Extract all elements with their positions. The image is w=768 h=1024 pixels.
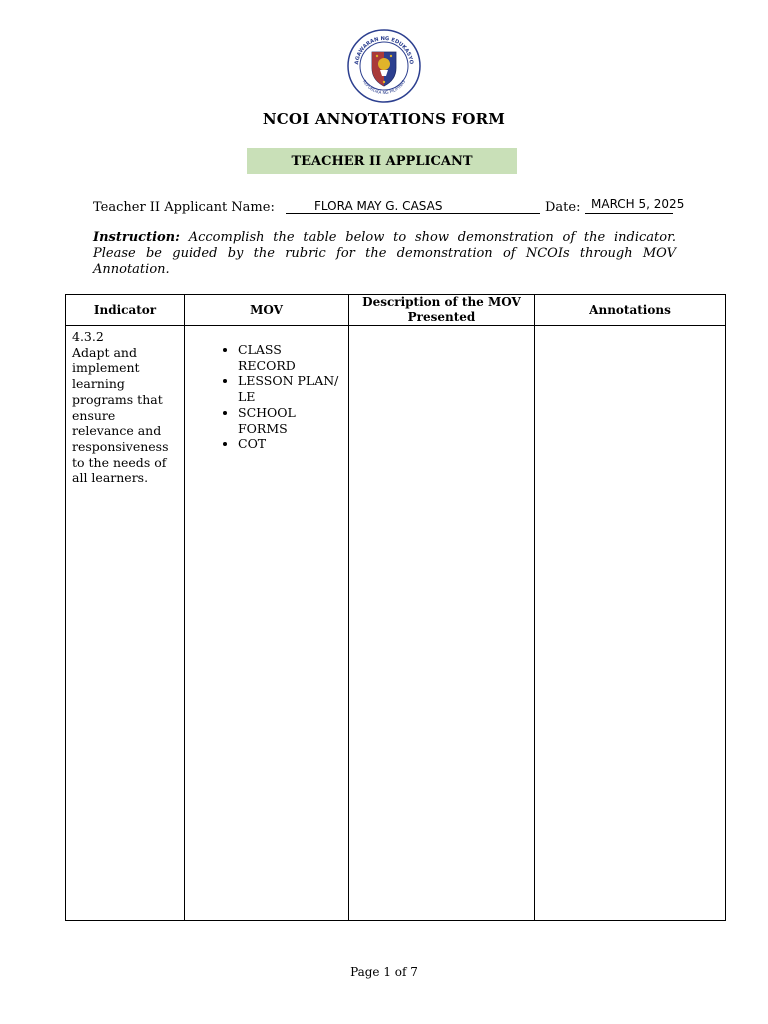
svg-text:REPUBLIKA NG PILIPINAS: REPUBLIKA NG PILIPINAS [361,78,407,96]
instruction-paragraph [93,230,676,278]
page-number: Page 1 of 7 [350,965,418,979]
instruction-lead: Instruction: [93,230,180,245]
applicant-name-underline [286,213,540,214]
mov-item: • COT [238,436,342,452]
date-label: Date: [545,200,581,215]
instruction-text: Accomplish the table below to show demonstration of the indicator. Please be guided by the rubric for the demonstration of NCOIs through MOV Annotation. [93,230,676,277]
date-underline [585,213,673,214]
deped-seal-logo [346,28,422,104]
header-mov: MOV [185,295,349,326]
annotations-cell[interactable] [535,326,726,921]
mov-list [191,342,342,452]
indicator-cell [66,326,185,921]
header-indicator: Indicator [66,295,185,326]
table-row [66,326,726,921]
applicant-type-label: TEACHER II APPLICANT [291,153,473,169]
applicant-name-label: Teacher II Applicant Name: [93,200,275,215]
header-annotations: Annotations [535,295,726,326]
indicator-text: Adapt and implement learning programs that ensure relevance and responsiveness to the needs of all learners. [72,344,169,486]
date-field[interactable]: MARCH 5, 2025 [591,197,685,211]
table-header-row [66,295,726,326]
applicant-info-line [93,198,713,218]
mov-cell [185,326,349,921]
mov-item: • SCHOOL FORMS [238,405,342,436]
header-description: Description of the MOV Presented [349,295,535,326]
mov-item: • CLASS RECORD [238,342,342,373]
applicant-type-banner [247,148,517,174]
indicator-code: 4.3.2 [72,329,104,344]
mov-item: • LESSON PLAN/ LE [238,373,342,404]
applicant-name-field[interactable]: FLORA MAY G. CASAS [314,199,443,213]
svg-text:KAGAWARAN NG EDUKASYON: AGAWARAN NG EDUKASYO [353,35,415,65]
ncoi-table [65,294,726,921]
form-title: NCOI ANNOTATIONS FORM [262,110,506,128]
description-cell[interactable] [349,326,535,921]
